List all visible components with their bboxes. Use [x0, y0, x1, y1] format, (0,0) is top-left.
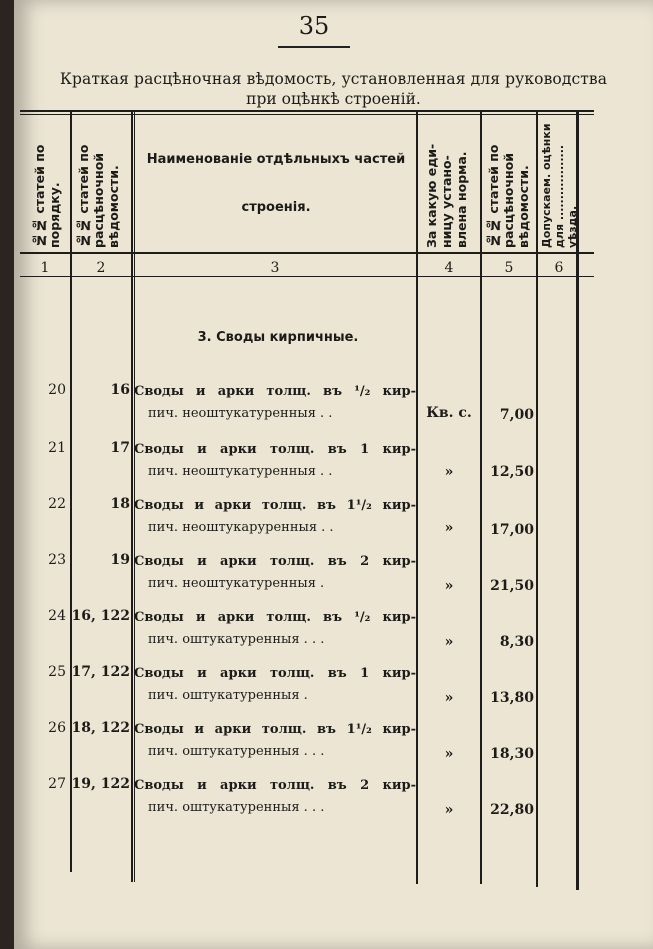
row-name — [134, 775, 416, 819]
row-price: 8,30 — [499, 634, 534, 650]
row-reference: 17, 122 — [71, 664, 130, 680]
header-bottom-rule — [20, 252, 594, 254]
header-col-3-line-1: Наименованіе отдѣльныхъ частей — [146, 152, 406, 167]
row-price: 13,80 — [490, 690, 534, 706]
row-name — [134, 719, 416, 763]
row-name-line-2: пич. оштукатуренныя . . . — [148, 800, 325, 815]
row-unit: » — [444, 634, 454, 650]
row-number: 23 — [48, 552, 66, 568]
row-number: 22 — [48, 496, 66, 512]
row-reference: 16 — [110, 382, 130, 398]
header-col-5: №№ статей по расцѣночной вѣдомости. — [486, 144, 531, 248]
row-name-line-2: пич. оштукатуренныя . — [148, 688, 308, 703]
row-number: 26 — [48, 720, 66, 736]
row-number: 20 — [48, 382, 66, 398]
column-number-6: 6 — [554, 260, 564, 276]
row-name-line-1: Своды и арки толщ. въ 1¹/₂ кир- — [134, 722, 416, 737]
header-col-3-line-2: строенія. — [241, 200, 311, 215]
row-name-line-1: Своды и арки толщ. въ 1¹/₂ кир- — [134, 498, 416, 513]
column-number-1: 1 — [40, 260, 50, 276]
row-reference: 19 — [110, 552, 130, 568]
row-number: 25 — [48, 664, 66, 680]
col-divider-6 — [536, 112, 538, 887]
row-unit: » — [444, 746, 454, 762]
header-col-6: Допускаем. оцѣнки для .................. уѣзда. — [540, 123, 579, 248]
row-name-line-2: пич. оштукатуренныя . . . — [148, 744, 325, 759]
column-number-2: 2 — [96, 260, 106, 276]
col-divider-4 — [416, 112, 418, 884]
header-col-4: За какую еди- ницу устано- влена норма. — [424, 143, 469, 248]
header-col-2: №№ статей по расцѣночной вѣдомости. — [76, 144, 121, 248]
row-name-line-2: пич. неоштукаруренныя . . — [148, 520, 334, 535]
document-page — [14, 0, 653, 949]
column-number-5: 5 — [504, 260, 514, 276]
row-unit: » — [444, 520, 454, 536]
row-price: 21,50 — [490, 578, 534, 594]
row-unit: Кв. с. — [426, 405, 472, 421]
row-name-line-2: пич. неоштукатуренныя . . — [148, 464, 333, 479]
row-reference: 18 — [110, 496, 130, 512]
row-reference: 18, 122 — [71, 720, 130, 736]
row-reference: 17 — [110, 440, 130, 456]
row-number: 21 — [48, 440, 66, 456]
row-number: 24 — [48, 608, 66, 624]
row-unit: » — [444, 464, 454, 480]
row-name — [134, 495, 416, 539]
col-divider-2 — [131, 112, 133, 882]
page-number-rule — [278, 46, 350, 48]
row-price: 22,80 — [490, 802, 534, 818]
row-price: 18,30 — [490, 746, 534, 762]
document-title-line-1: Краткая расцѣночная вѣдомость, установленная для руководства — [59, 70, 608, 88]
row-price: 17,00 — [490, 522, 534, 538]
row-name — [134, 663, 416, 707]
section-title: 3. Своды кирпичные. — [197, 330, 359, 345]
column-number-4: 4 — [444, 260, 454, 276]
document-title-line-2: при оцѣнкѣ строеній. — [246, 90, 421, 108]
row-name — [134, 551, 416, 595]
row-reference: 16, 122 — [71, 608, 130, 624]
row-name-line-2: пич. неоштукатуренныя . . — [148, 406, 333, 421]
col-divider-5 — [480, 112, 482, 884]
col-divider-1 — [70, 112, 72, 872]
row-name-line-2: пич. неоштукатуренныя . — [148, 576, 325, 591]
row-reference: 19, 122 — [71, 776, 130, 792]
row-name-line-1: Своды и арки толщ. въ ¹/₂ кир- — [134, 610, 416, 625]
header-col-1: №№ статей по порядку. — [32, 144, 62, 248]
page-number: 35 — [298, 12, 330, 40]
row-unit: » — [444, 802, 454, 818]
row-name-line-2: пич. оштукатуренныя . . . — [148, 632, 325, 647]
row-name-line-1: Своды и арки толщ. въ 1 кир- — [134, 666, 416, 681]
row-unit: » — [444, 690, 454, 706]
table-top-rule — [20, 110, 594, 112]
row-name-line-1: Своды и арки толщ. въ 2 кир- — [134, 778, 416, 793]
row-price: 7,00 — [499, 407, 534, 423]
row-price: 12,50 — [490, 464, 534, 480]
row-name-line-1: Своды и арки толщ. въ 2 кир- — [134, 554, 416, 569]
row-name — [134, 381, 416, 425]
row-name-line-1: Своды и арки толщ. въ ¹/₂ кир- — [134, 384, 416, 399]
column-number-3: 3 — [270, 260, 280, 276]
colnum-rule — [20, 276, 594, 277]
row-unit: » — [444, 578, 454, 594]
row-name — [134, 607, 416, 651]
table-top-rule-2 — [20, 114, 594, 115]
row-number: 27 — [48, 776, 66, 792]
row-name — [134, 439, 416, 483]
row-name-line-1: Своды и арки толщ. въ 1 кир- — [134, 442, 416, 457]
